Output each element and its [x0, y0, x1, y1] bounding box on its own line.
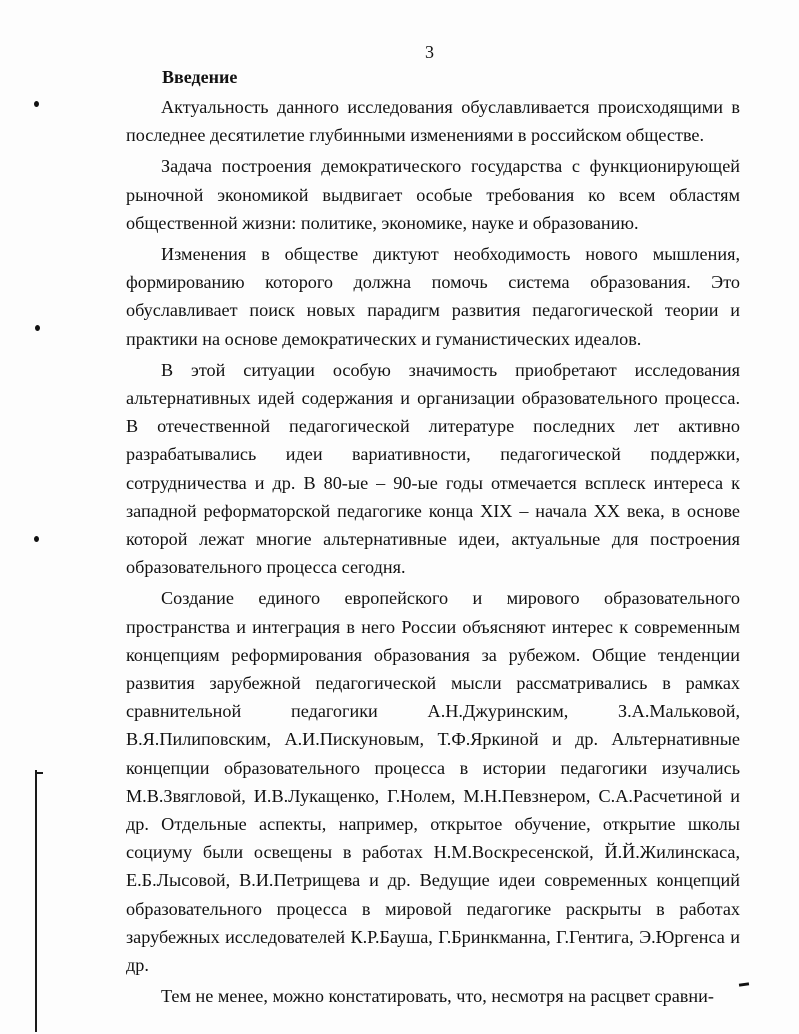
- scan-edge-mark: [35, 772, 43, 774]
- scan-dot: [35, 325, 40, 331]
- paragraph: Изменения в обществе диктуют необходимость нового мышления, формированию которого должна помочь система образования. Это обуславливает поиск новых парадигм развития педагогической теории и практики на основе демократических и гуманистических идеалов.: [126, 244, 740, 349]
- scan-mark: [739, 982, 749, 986]
- paragraph: Создание единого европейского и мирового образовательного пространства и интеграция в него России объясняют интерес к современным концепциям реформирования образования за рубежом. Общие тенденции развития зарубежной педагогической мысли рассматривались в рамках сравнительной педагогики А.Н.Джуринским, З.А.Мальковой, В.Я.Пилиповским, А.И.Пискуновым, Т.Ф.Яркиной и др. Альтернативные концепции образовательного процесса в истории педагогики изучались М.В.Звягловой, И.В.Лукащенко, Г.Нолем, М.Н.Певзнером, С.А.Расчетиной и др. Отдельные аспекты, например, открытое обучение, открытие школы социуму были освещены в работах Н.М.Воскресенской, Й.Й.Жилинскаса, Е.Б.Лысовой, В.И.Петрищева и др. Ведущие идеи современных концепций образовательного процесса в мировой педагогике раскрыты в работах зарубежных исследователей К.Р.Бауша, Г.Бринкманна, Г.Гентига, Э.Юргенса и др.: [126, 588, 740, 976]
- page-number: 3: [425, 42, 434, 62]
- scan-edge-line: [35, 770, 37, 1032]
- paragraph: Тем не менее, можно констатировать, что, несмотря на расцвет сравни-: [161, 986, 714, 1007]
- paragraph: В этой ситуации особую значимость приобретают исследования альтернативных идей содержания и организации образовательного процесса. В отечественной педагогической литературе последних лет активно разрабатывались идеи вариативности, педагогической поддержки, сотрудничества и др. В 80-ые – 90-ые годы отмечается всплеск интереса к западной реформаторской педагогике конца XIX – начала XX века, в основе которой лежат многие альтернативные идеи, актуальные для построения образовательного процесса сегодня.: [126, 359, 740, 578]
- scan-dot: [34, 536, 39, 542]
- scan-dot: [34, 101, 39, 107]
- paragraph: Задача построения демократического государства с функционирующей рыночной экономикой выдвигает особые требования ко всем областям общественной жизни: политике, экономике, науке и образованию.: [126, 156, 740, 233]
- section-heading: Введение: [162, 67, 238, 87]
- body-text: [126, 93, 740, 1011]
- paragraph: Актуальность данного исследования обуславливается происходящими в последнее десятилетие глубинными изменениями в российском обществе.: [126, 97, 740, 146]
